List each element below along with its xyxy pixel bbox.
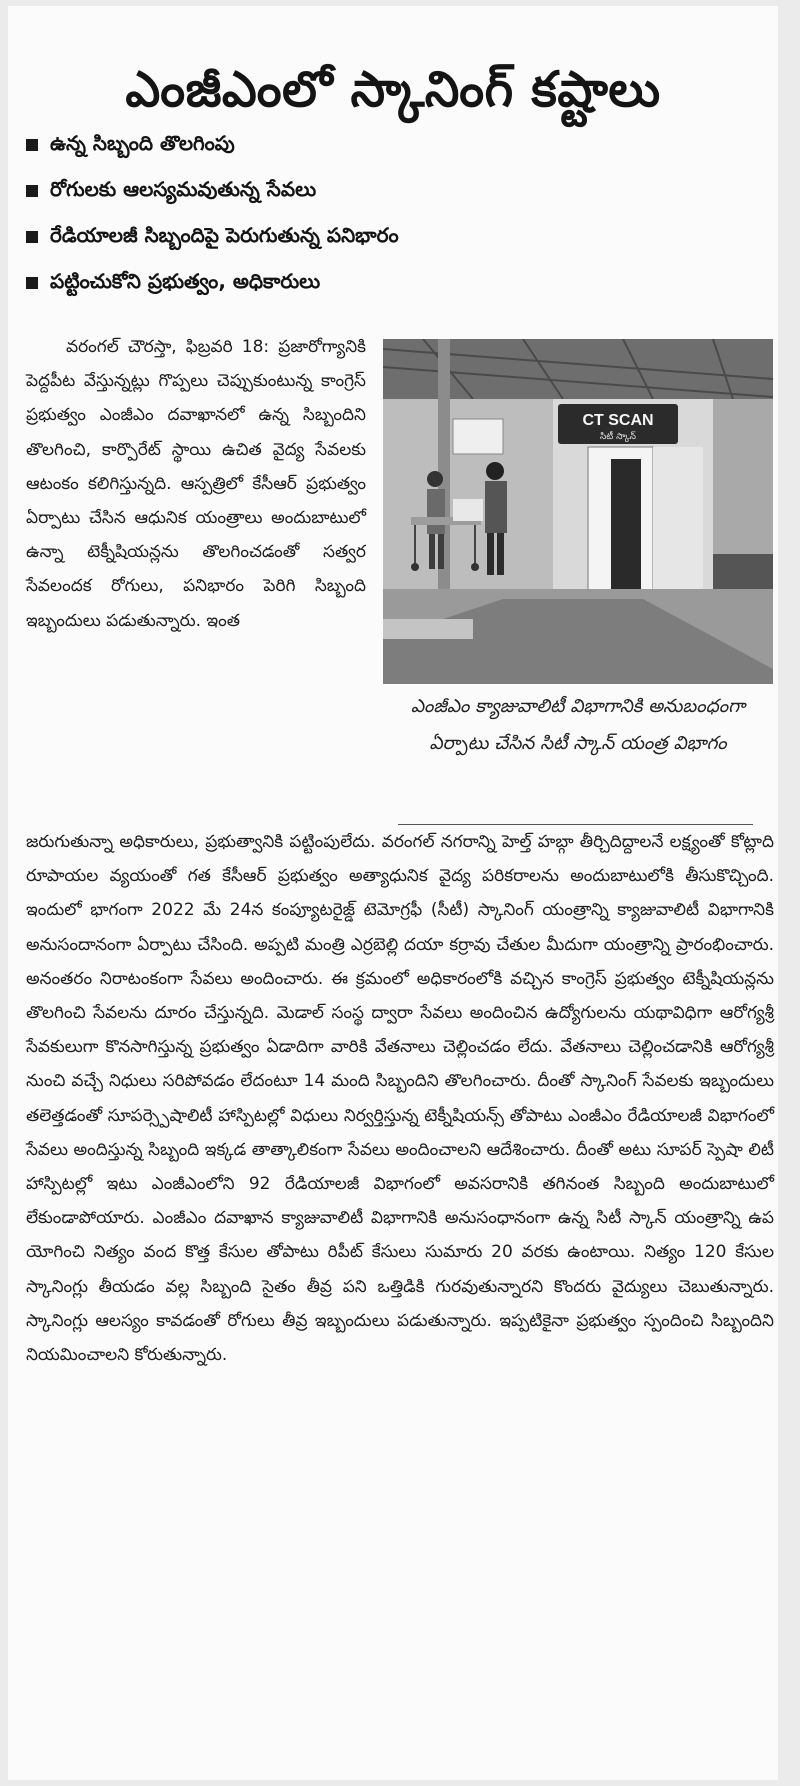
- bullet-item: [26, 122, 766, 168]
- square-bullet-icon: [26, 231, 38, 243]
- square-bullet-icon: [26, 185, 38, 197]
- sign-sub-text: సిటీ స్కాన్: [599, 432, 637, 442]
- article-body-left-text: ప్రజారోగ్యానికి పెద్దపీట వేస్తున్నట్లు గొప్పలు చెప్పుకుంటున్న కాంగ్రెస్ ప్రభుత్వం ఎంజీఎం దవాఖానలో ఉన్న సిబ్బందిని తొలగించి, కార్పొరేట్ స్థాయి ఉచిత వైద్య సేవలకు ఆటంకం కలిగిస్తున్నది. ఆస్పత్రిలో కేసీఆర్ ప్రభుత్వం ఏర్పాటు చేసిన ఆధునిక యంత్రాలు అందుబాటులో ఉన్నా టెక్నీషియన్లను తొలగించడంతో సత్వర సేవలందక రోగులు, పనిభారం పెరిగి సిబ్బంది ఇబ్బందులు పడుతున్నారు. ఇంత: [26, 337, 367, 631]
- bullet-item: [26, 214, 766, 260]
- bullet-text: రోగులకు ఆలస్యమవుతున్న సేవలు: [50, 176, 317, 201]
- ct-scan-photo: [383, 339, 773, 684]
- photo-caption: ఎంజీఎం క్యాజువాలిటీ విభాగానికి అనుబంధంగా ఏర్పాటు చేసిన సిటీ స్కాన్ యంత్ర విభాగం: [410, 696, 746, 754]
- bullet-text: ఉన్న సిబ్బంది తొలగింపు: [50, 130, 235, 155]
- bullet-text: రేడియాలజీ సిబ్బందిపై పెరుగుతున్న పనిభారం: [50, 222, 399, 247]
- bullet-item: [26, 260, 766, 306]
- bullet-list: [26, 122, 766, 306]
- square-bullet-icon: [26, 139, 38, 151]
- bullet-text: పట్టించుకోని ప్రభుత్వం, అధికారులు: [50, 268, 321, 293]
- sign-main-text: CT SCAN: [582, 412, 654, 429]
- headline: ఎంజీఎంలో స్కానింగ్ కష్టాలు: [125, 60, 661, 118]
- dateline: వరంగల్ చౌరస్తా, ఫిబ్రవరి 18:: [66, 337, 270, 357]
- square-bullet-icon: [26, 277, 38, 289]
- newspaper-clipping: [8, 6, 778, 1780]
- article-body-full-text: జరుగుతున్నా అధికారులు, ప్రభుత్వానికి పట్టింపులేదు. వరంగల్ నగరాన్ని హెల్త్ హబ్గా తీర్చిదిద్దాలనే లక్ష్యంతో కోట్లాది రూపాయల వ్యయంతో గత కేసీఆర్ ప్రభుత్వం అత్యాధునిక వైద్య పరికరాలను అందుబాటులోకి తీసుకొచ్చింది. ఇందులో భాగంగా 2022 మే 24న కంప్యూటరైజ్డ్ టెమోగ్రఫీ (సీటీ) స్కానింగ్ యంత్రాన్ని క్యాజువాలిటీ విభాగానికి అనుసందానంగా ఏర్పాటు చేసింది. అప్పటి మంత్రి ఎర్రబెల్లి దయా కర్రావు చేతుల మీదుగా యంత్రాన్ని ప్రారంభించారు. అనంతరం నిరాటంకంగా సేవలు అందించారు. ఈ క్రమంలో అధికారంలోకి వచ్చిన కాంగ్రెస్ ప్రభుత్వం టెక్నీషియన్లను తొలగించి సేవలను దూరం చేస్తున్నది. మెడాల్ సంస్థ ద్వారా సేవలు అందించిన ఉద్యోగులను యథావిధిగా ఆరోగ్యశ్రీ సేవకులుగా కొనసాగిస్తున్న ప్రభుత్వం ఏడాదిగా వారికి వేతనాలు చెల్లించడం లేదు. వేతనాలు చెల్లించడానికి ఆరోగ్యశ్రీ నుంచి వచ్చే నిధులు సరిపోవడం లేదంటూ 14 మంది సిబ్బందిని తొలగించారు. దీంతో స్కానింగ్ సేవలకు ఇబ్బందులు తలెత్తడంతో సూపర్స్పెషాలిటీ హాస్పిటల్లో విధులు నిర్వర్తిస్తున్న టెక్నీషియన్స్ తోపాటు ఎంజీఎం రేడియాలజీ విభాగంలో సేవలు అందిస్తున్న సిబ్బంది ఇక్కడ తాత్కాలికంగా సేవలు అందించాలని ఆదేశించారు. దీంతో అటు సూపర్ స్పెషా లిటీ హాస్పిటల్లో ఇటు ఎంజీఎంలోని 92 రేడియాలజీ విభాగంలో అవసరానికి తగినంత సిబ్బంది అందుబాటులో లేకుండాపోయారు. ఎంజీఎం దవాఖాన క్యాజువాలిటీ విభాగానికి అనుసంధానంగా ఉన్న సిటీ స్కాన్ యంత్రాన్ని ఉప యోగించి నిత్యం వంద కొత్త కేసుల తోపాటు రిపీట్ కేసులు సుమారు 20 వరకు ఉంటాయి. నిత్యం 120 కేసుల స్కానింగ్లు తీయడం వల్ల సిబ్బంది సైతం తీవ్ర పని ఒత్తిడికి గురవుతున్నారని కొందరు వైద్యులు చెబుతున్నారు. స్కానింగ్లు ఆలస్యం కావడంతో రోగులు తీవ్ర ఇబ్బందులు పడుతున్నారు. ఇప్పటికైనా ప్రభుత్వం స్పందించి సిబ్బందిని నియమించాలని కోరుతున్నారు.: [26, 832, 774, 1366]
- bullet-item: [26, 168, 766, 214]
- article-body-left-column: [26, 330, 366, 638]
- article-body-full-width: [26, 825, 774, 1372]
